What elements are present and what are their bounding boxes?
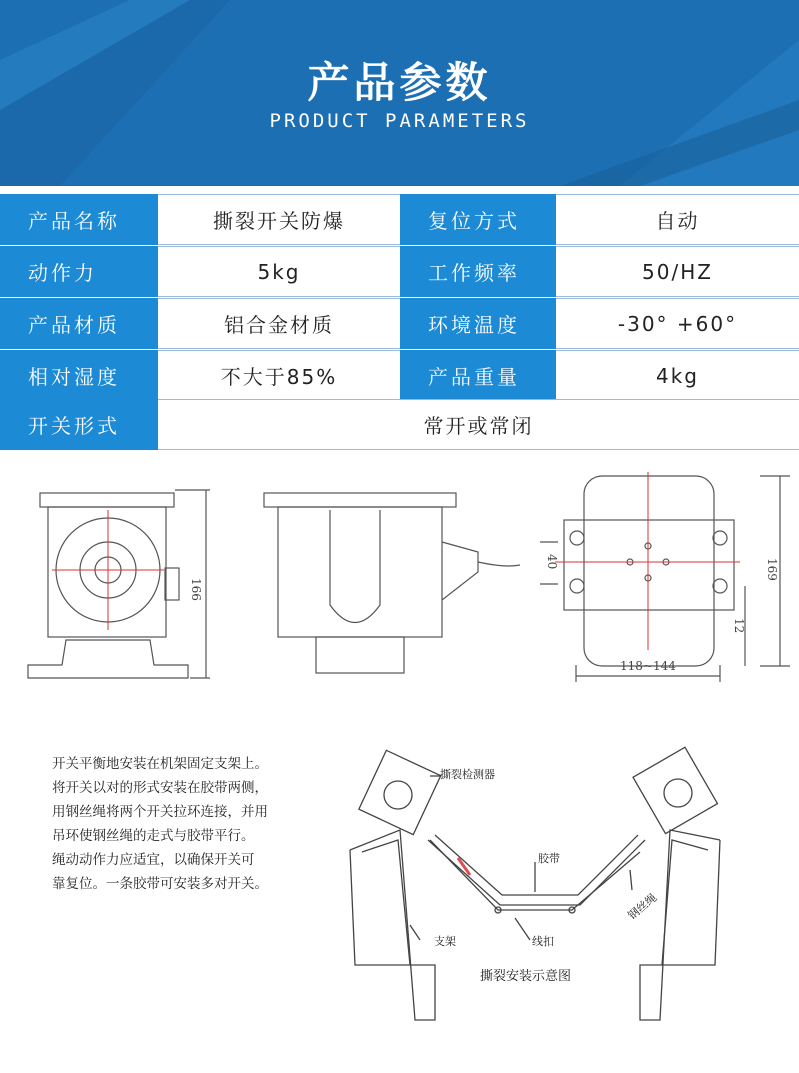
param-value: 自动 (556, 194, 799, 245)
dim-top-height: 169 (765, 558, 779, 581)
page-subtitle: PRODUCT PARAMETERS (269, 110, 530, 132)
description-line: 绳动动作力应适宜，以确保开关可 (52, 852, 255, 868)
dim-top-offset: 12 (732, 618, 746, 634)
label-bracket: 支架 (434, 935, 456, 948)
param-label: 开关形式 (0, 399, 158, 450)
description-line: 靠复位。一条胶带可安装多对开关。 (52, 876, 268, 892)
param-value: 不大于85% (158, 350, 400, 401)
description-line: 用钢丝绳将两个开关拉环连接，并用 (52, 804, 268, 820)
top-view-centerlines (555, 472, 740, 650)
param-value: 撕裂开关防爆 (158, 194, 400, 245)
param-row (0, 350, 799, 401)
param-label: 环境温度 (400, 298, 556, 349)
param-value: 5kg (158, 246, 400, 297)
param-label: 复位方式 (400, 194, 556, 245)
param-row (0, 194, 799, 245)
page-title: 产品参数 (307, 58, 492, 107)
param-value: 50/HZ (556, 246, 799, 297)
installation-description (52, 752, 342, 896)
param-label: 产品材质 (0, 298, 158, 349)
dim-top-width: 118~144 (620, 659, 676, 673)
param-label: 产品名称 (0, 194, 158, 245)
param-label: 工作频率 (400, 246, 556, 297)
param-row (0, 298, 799, 349)
param-row (0, 399, 799, 450)
side-view-drawing (264, 493, 520, 673)
param-row (0, 246, 799, 297)
description-line: 开关平衡地安装在机架固定支架上。 (52, 756, 268, 772)
front-view-drawing (28, 490, 210, 678)
label-belt: 胶带 (538, 852, 560, 865)
diagram-caption: 撕裂安装示意图 (480, 969, 572, 984)
front-view-centerlines (52, 510, 164, 630)
param-value: 4kg (556, 350, 799, 401)
label-detector: 撕裂检测器 (440, 768, 495, 781)
description-line: 将开关以对的形式安装在胶带两侧， (52, 780, 268, 796)
header-banner (0, 0, 799, 186)
label-wire-rope: 钢丝绳 (625, 891, 660, 923)
installation-diagram (340, 740, 799, 1040)
parameters-table (0, 194, 799, 450)
param-value: -30° +60° (556, 298, 799, 349)
dim-top-hole: 40 (545, 554, 559, 570)
description-line: 吊环使钢丝绳的走式与胶带平行。 (52, 828, 255, 844)
param-label: 产品重量 (400, 350, 556, 401)
param-value: 常开或常闭 (158, 399, 799, 450)
param-label: 相对湿度 (0, 350, 158, 401)
dim-front-height: 166 (189, 578, 203, 601)
param-label: 动作力 (0, 246, 158, 297)
param-value: 铝合金材质 (158, 298, 400, 349)
technical-drawings (0, 450, 799, 700)
top-view-drawing (540, 476, 790, 682)
label-clip: 线扣 (532, 935, 554, 948)
